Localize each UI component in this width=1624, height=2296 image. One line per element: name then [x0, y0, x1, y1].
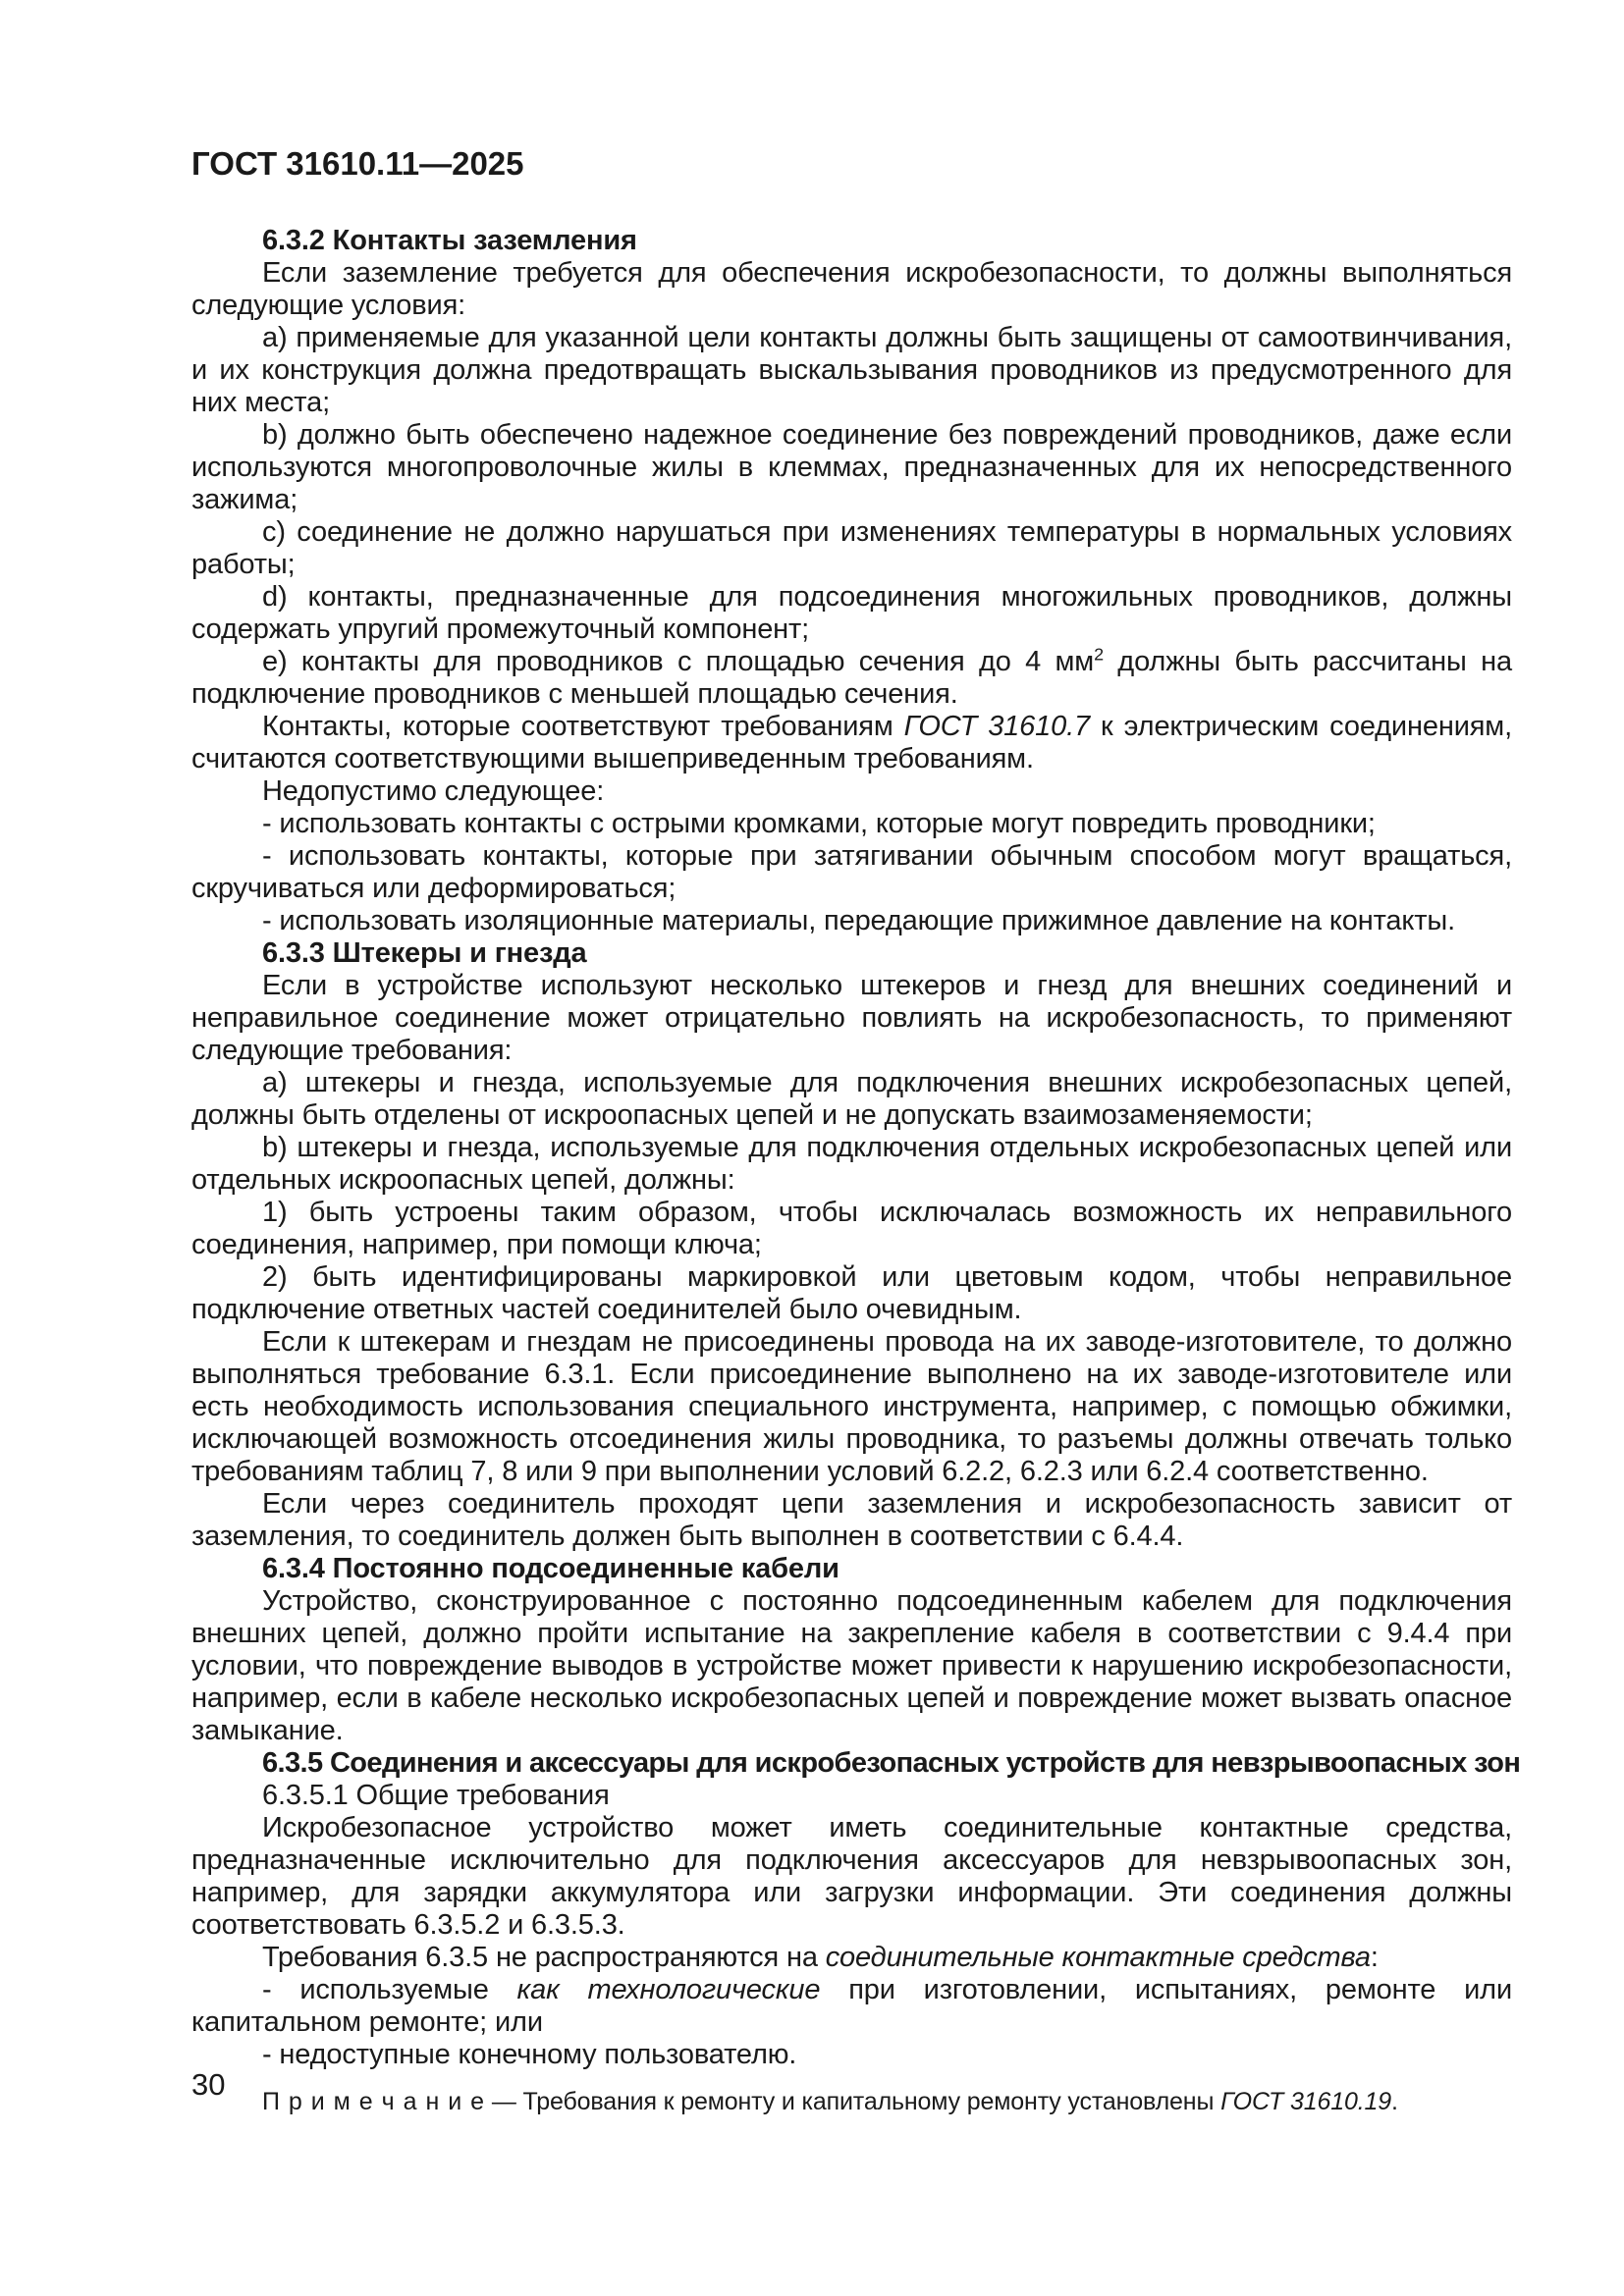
paragraph-cables: Устройство, сконструированное с постоянно подсоединенным кабелем для подключения внешних цепей, должно пройти испытание на закрепление кабеля в соответствии с 9.4.4 при условии, что повреждение выводов в устройстве может привести к нарушению искробезопасности, например, если в кабеле несколько искробезопасных цепей и повреждение может вызвать опасное замыкание.: [191, 1585, 1512, 1746]
document-code-header: ГОСТ 31610.11—2025: [191, 145, 524, 182]
list-item-b: b) должно быть обеспечено надежное соединение без повреждений проводников, даже если используются многопроволочные жилы в клеммах, предназначенных для их непосредственного зажима;: [191, 419, 1512, 515]
paragraph-requirements-scope: [191, 1942, 1512, 1974]
text-segment: Требования 6.3.5 не распространяются на: [262, 1942, 826, 1973]
dash-item-technological: [191, 1974, 1512, 2039]
text-segment: e) контакты для проводников с площадью сечения до 4 мм: [262, 646, 1095, 677]
italic-term: как технологические: [516, 1974, 821, 2005]
section-heading-6-3-3: 6.3.3 Штекеры и гнезда: [262, 937, 587, 969]
text-segment: при изготовлении, испытаниях, ремонте или капитальном ремонте; или: [191, 1974, 1513, 2038]
list-item-633-b: b) штекеры и гнезда, используемые для подключения отдельных искробезопасных цепей или отдельных искроопасных цепей, должны:: [191, 1132, 1512, 1196]
dash-item-insulation: - использовать изоляционные материалы, передающие прижимное давление на контакты.: [262, 905, 1456, 936]
standard-reference: ГОСТ 31610.7: [903, 711, 1090, 742]
section-heading-6-3-4: 6.3.4 Постоянно подсоединенные кабели: [262, 1553, 839, 1584]
list-item-633-1: 1) быть устроены таким образом, чтобы исключалась возможность их неправильного соединения, например, при помощи ключа;: [191, 1197, 1512, 1260]
italic-term: соединительные контактные средства: [825, 1942, 1371, 1973]
list-item-e: [191, 646, 1512, 711]
section-heading-6-3-5: 6.3.5 Соединения и аксессуары для искробезопасных устройств для невзрывоопасных зон: [262, 1747, 1521, 1779]
paragraph-connector-grounding: Если через соединитель проходят цепи заземления и искробезопасность зависит от заземления, то соединитель должен быть выполнен в соответствии с 6.4.4.: [191, 1488, 1512, 1552]
list-item-633-a: a) штекеры и гнезда, используемые для подключения внешних искробезопасных цепей, должны быть отделены от искроопасных цепей и не допускать взаимозаменяемости;: [191, 1067, 1512, 1131]
document-body: [191, 225, 1521, 2116]
standard-reference: ГОСТ 31610.19: [1220, 2088, 1392, 2115]
text-segment: к электрическим соединениям, считаются соответствующими вышеприведенным требованиям.: [191, 711, 1512, 774]
paragraph-plugs-intro: Если в устройстве используют несколько штекеров и гнезд для внешних соединений и неправильное соединение может отрицательно повлиять на искробезопасность, то применяют следующие требования:: [191, 970, 1512, 1066]
note-dash: —: [485, 2088, 523, 2115]
dash-item-rotation: - использовать контакты, которые при затягивании обычным способом могут вращаться, скручиваться или деформироваться;: [191, 840, 1512, 904]
note: [191, 2087, 1512, 2116]
note-period: .: [1391, 2088, 1398, 2115]
paragraph-plugs-factory: Если к штекерам и гнездам не присоединены провода на их заводе-изготовителе, то должно выполняться требование 6.3.1. Если присоединение выполнено на их заводе-изготовителе или есть необходимость использования специального инструмента, например, с помощью обжимки, исключающей возможность отсоединения жилы проводника, то разъемы должны отвечать только требованиям таблиц 7, 8 или 9 при выполнении условий 6.2.2, 6.2.3 или 6.2.4 соответственно.: [191, 1326, 1512, 1487]
text-segment: - используемые: [262, 1974, 517, 2005]
section-heading-6-3-2: 6.3.2 Контакты заземления: [262, 225, 637, 256]
paragraph-grounding-intro: Если заземление требуется для обеспечения искробезопасности, то должны выполняться следующие условия:: [191, 257, 1512, 321]
text-segment: должны быть рассчитаны на подключение проводников с меньшей площадью сечения.: [191, 646, 1512, 710]
paragraph-accessories: Искробезопасное устройство может иметь соединительные контактные средства, предназначенные исключительно для подключения аксессуаров для невзрывоопасных зон, например, для зарядки аккумулятора или загрузки информации. Эти соединения должны соответствовать 6.3.5.2 и 6.3.5.3.: [191, 1812, 1512, 1941]
list-item-d: d) контакты, предназначенные для подсоединения многожильных проводников, должны содержать упругий промежуточный компонент;: [191, 581, 1512, 645]
list-item-c: c) соединение не должно нарушаться при изменениях температуры в нормальных условиях работы;: [191, 516, 1512, 580]
page-number: 30: [191, 2067, 226, 2102]
list-item-a: a) применяемые для указанной цели контакты должны быть защищены от самоотвинчивания, и их конструкция должна предотвращать выскальзывания проводников из предусмотренного для них места;: [191, 322, 1512, 418]
list-item-633-2: 2) быть идентифицированы маркировкой или цветовым кодом, чтобы неправильное подключение ответных частей соединителей было очевидным.: [191, 1261, 1512, 1325]
text-segment: :: [1370, 1942, 1379, 1973]
paragraph-contacts-conformity: [191, 711, 1512, 775]
text-segment: Контакты, которые соответствуют требованиям: [262, 711, 904, 742]
subsection-heading-6-3-5-1: 6.3.5.1 Общие требования: [262, 1780, 610, 1811]
dash-item-sharp-edges: - использовать контакты с острыми кромками, которые могут повредить проводники;: [262, 808, 1376, 839]
note-text: Требования к ремонту и капитальному ремонту установлены: [522, 2088, 1221, 2115]
note-label: П р и м е ч а н и е: [262, 2088, 486, 2115]
paragraph-inadmissible: Недопустимо следующее:: [262, 775, 605, 807]
dash-item-end-user: - недоступные конечному пользователю.: [262, 2039, 797, 2070]
superscript-2: 2: [1094, 644, 1104, 665]
